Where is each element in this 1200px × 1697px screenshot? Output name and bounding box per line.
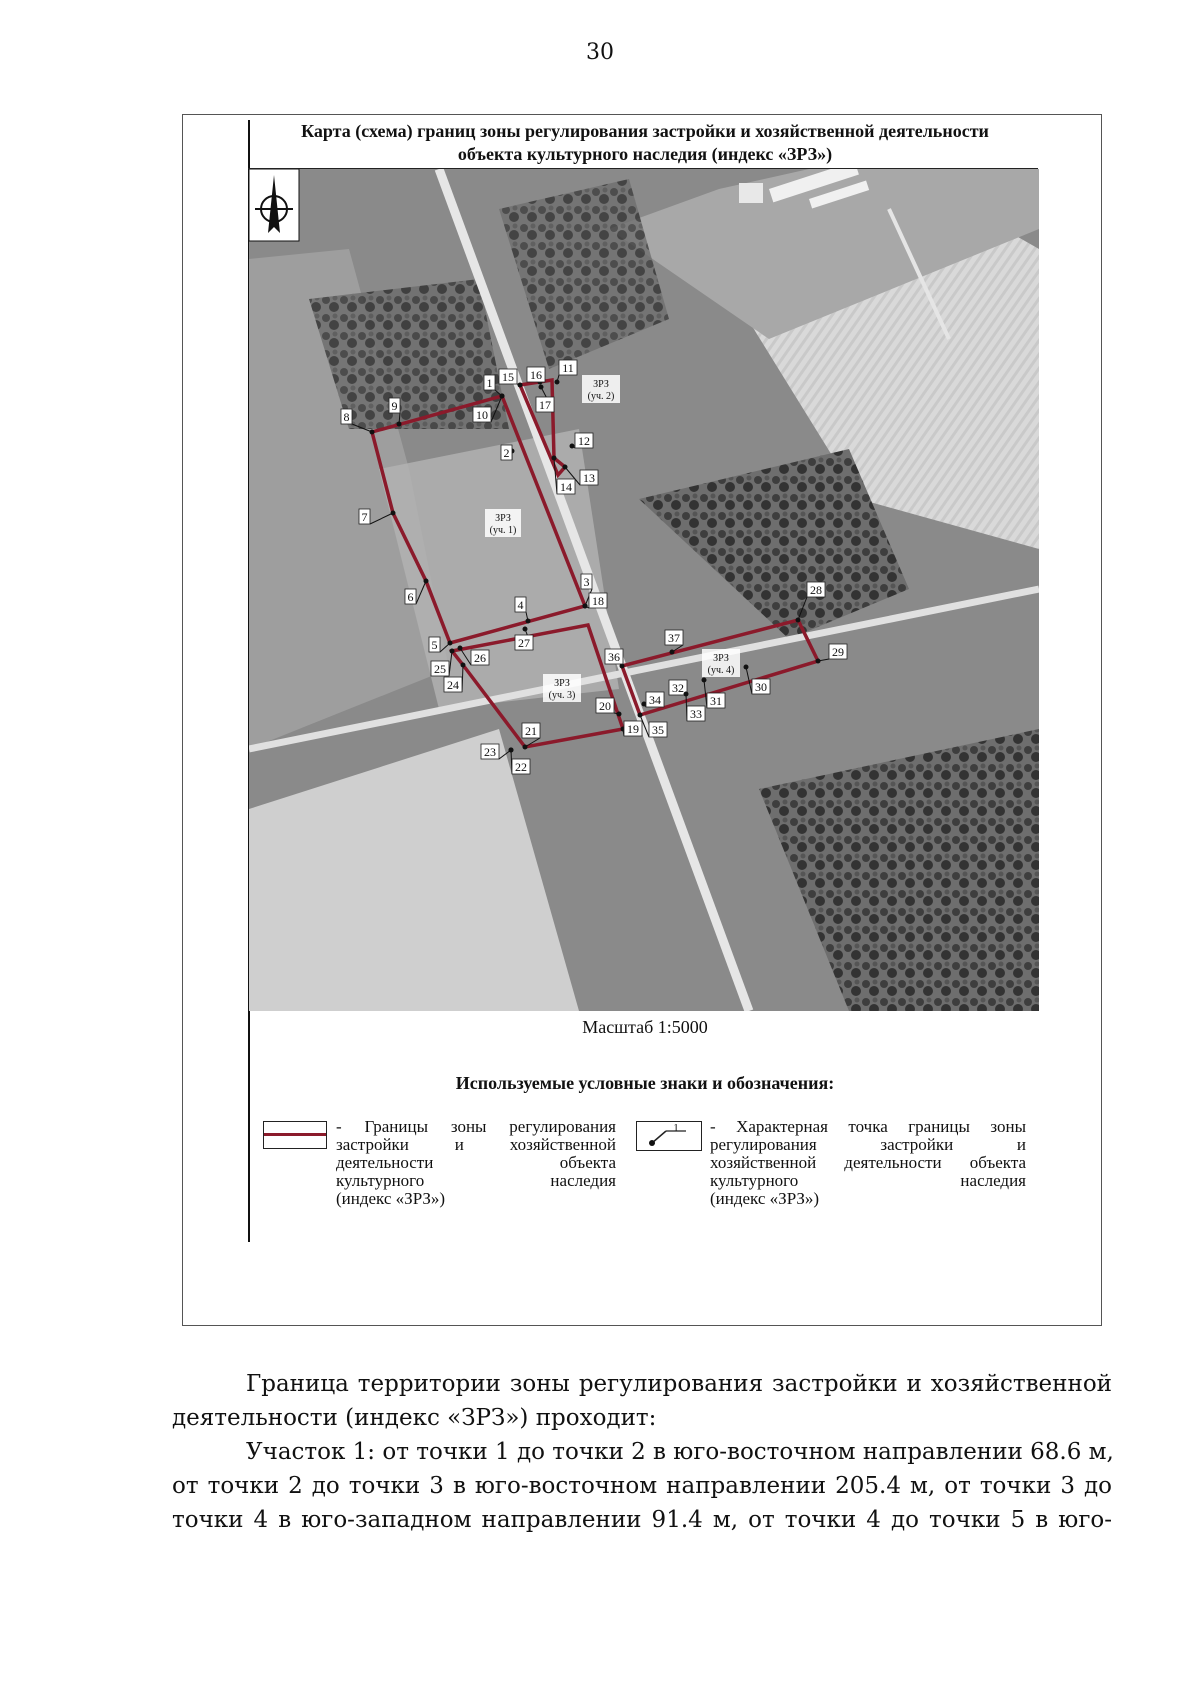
legend-boundary-symbol — [263, 1121, 327, 1149]
map-title — [250, 120, 1040, 166]
legend-point-line: - Характерная точка границы зоны — [710, 1117, 1026, 1136]
point-marker — [461, 663, 466, 668]
point-label-text: 10 — [476, 408, 488, 422]
point-label-text: 31 — [710, 694, 722, 708]
zone-label-1-sub: (уч. 1) — [489, 525, 517, 536]
body-line: деятельности (индекс «ЗРЗ») проходит: — [172, 1405, 657, 1431]
point-marker — [500, 394, 505, 399]
body-line-text: Участок 1: от точки 1 до точки 2 в юго-восточном направлении 68.6 м, — [246, 1439, 1114, 1465]
point-label-text: 26 — [474, 651, 486, 665]
legend-point-line: регулирования застройки и — [710, 1135, 1026, 1154]
body-paragraph-2 — [172, 1435, 1112, 1537]
point-label-text: 8 — [343, 410, 350, 424]
point-marker — [744, 665, 749, 670]
legend-point-text — [710, 1118, 1026, 1226]
body-line: точки 4 в юго-западном направлении 91.4 м, от точки 4 до точки 5 в юго- — [172, 1507, 1112, 1533]
zone-label-3-sub: (уч. 3) — [548, 690, 576, 701]
point-marker — [684, 692, 689, 697]
zone-label-4-title: ЗРЗ — [713, 653, 729, 664]
zone-label-3 — [543, 674, 581, 702]
point-marker — [702, 678, 707, 683]
legend-point-symbol — [636, 1121, 702, 1151]
legend-heading: Используемые условные знаки и обозначения: — [455, 1073, 835, 1093]
aerial-map — [249, 169, 1039, 1011]
zone-label-4 — [702, 649, 740, 677]
point-marker — [555, 380, 560, 385]
body-line — [172, 1435, 1112, 1469]
map-title-line2: объекта культурного наследия (индекс «ЗРЗ») — [457, 144, 833, 164]
legend-point-line: (индекс «ЗРЗ») — [710, 1189, 820, 1208]
point-marker — [424, 579, 429, 584]
point-marker — [552, 456, 557, 461]
body-line — [172, 1367, 1112, 1401]
point-marker — [570, 444, 575, 449]
point-marker — [397, 422, 402, 427]
point-label-text: 20 — [599, 699, 611, 713]
point-label-text: 28 — [810, 583, 822, 597]
legend-point-symbol-label: 1 — [673, 1122, 679, 1134]
point-label-text: 3 — [583, 575, 590, 589]
page-number: 30 — [586, 40, 614, 65]
point-label-text: 14 — [560, 480, 572, 494]
point-label-text: 25 — [434, 662, 446, 676]
zone-label-1-title: ЗРЗ — [495, 513, 511, 524]
point-marker — [539, 385, 544, 390]
point-marker — [518, 383, 523, 388]
map-scale: Масштаб 1:5000 — [582, 1017, 708, 1037]
point-label-text: 27 — [518, 636, 530, 650]
point-marker — [370, 430, 375, 435]
point-marker — [617, 712, 622, 717]
point-label-text: 18 — [592, 594, 604, 608]
zone-label-3-title: ЗРЗ — [554, 678, 570, 689]
point-label-text: 23 — [484, 745, 496, 759]
point-marker — [670, 650, 675, 655]
point-marker — [448, 641, 453, 646]
point-label-text: 5 — [431, 638, 438, 652]
point-marker — [583, 604, 588, 609]
point-label-text: 2 — [503, 446, 510, 460]
legend-boundary-text — [336, 1118, 616, 1226]
point-label-text: 22 — [515, 760, 527, 774]
point-marker — [526, 619, 531, 624]
point-label-text: 7 — [361, 510, 368, 524]
point-label-text: 33 — [690, 707, 702, 721]
body-line-text: Граница территории зоны регулирования застройки и хозяйственной — [246, 1371, 1112, 1397]
point-label-text: 36 — [608, 650, 620, 664]
farm-building-3 — [739, 183, 763, 203]
body-line: от точки 2 до точки 3 в юго-восточном направлении 205.4 м, от точки 3 до — [172, 1473, 1112, 1499]
point-marker — [816, 659, 821, 664]
legend-boundary-line: застройки и хозяйственной — [336, 1135, 616, 1154]
zone-label-1 — [485, 509, 521, 537]
point-label-text: 21 — [525, 724, 537, 738]
map-title-line1: Карта (схема) границ зоны регулирования застройки и хозяйственной деятельности — [301, 121, 989, 141]
point-label-text: 1 — [486, 376, 493, 390]
north-arrow-icon — [249, 169, 299, 241]
point-label-text: 9 — [391, 399, 398, 413]
point-label-text: 34 — [649, 693, 661, 707]
point-label-text: 17 — [539, 398, 551, 412]
body-paragraph-1 — [172, 1367, 1112, 1435]
point-label-text: 19 — [627, 722, 639, 736]
point-label-text: 13 — [583, 471, 595, 485]
point-marker — [391, 511, 396, 516]
point-label-text: 32 — [672, 681, 684, 695]
point-label-text: 35 — [652, 723, 664, 737]
zone-label-2-sub: (уч. 2) — [587, 391, 615, 402]
legend-point-line: культурного наследия — [710, 1171, 1026, 1190]
point-label-text: 6 — [407, 590, 414, 604]
point-label-text: 15 — [502, 370, 514, 384]
legend-boundary-line: (индекс «ЗРЗ») — [336, 1189, 446, 1208]
zone-label-4-sub: (уч. 4) — [707, 665, 735, 676]
point-marker — [509, 748, 514, 753]
point-label-text: 12 — [578, 434, 590, 448]
point-label-text: 37 — [668, 631, 680, 645]
point-label-text: 24 — [447, 678, 459, 692]
legend-boundary-line: - Границы зоны регулирования — [336, 1117, 616, 1136]
point-label-text: 30 — [755, 680, 767, 694]
point-marker — [450, 649, 455, 654]
point-label-text: 11 — [562, 361, 574, 375]
legend-boundary-line: культурного наследия — [336, 1171, 616, 1190]
legend-boundary-line: деятельности объекта — [336, 1153, 616, 1172]
point-marker — [523, 745, 528, 750]
point-marker — [523, 627, 528, 632]
point-marker — [796, 618, 801, 623]
point-marker — [563, 465, 568, 470]
zone-label-2 — [582, 375, 620, 403]
point-marker — [638, 713, 643, 718]
legend-point-line: хозяйственной деятельности объекта — [710, 1153, 1026, 1172]
point-label-text: 29 — [832, 645, 844, 659]
point-marker — [458, 646, 463, 651]
zone-label-2-title: ЗРЗ — [593, 379, 609, 390]
point-label-text: 4 — [517, 598, 524, 612]
boundary-point-19 — [621, 721, 643, 736]
point-label-text: 16 — [530, 368, 542, 382]
boundary-point-16 — [527, 367, 545, 385]
